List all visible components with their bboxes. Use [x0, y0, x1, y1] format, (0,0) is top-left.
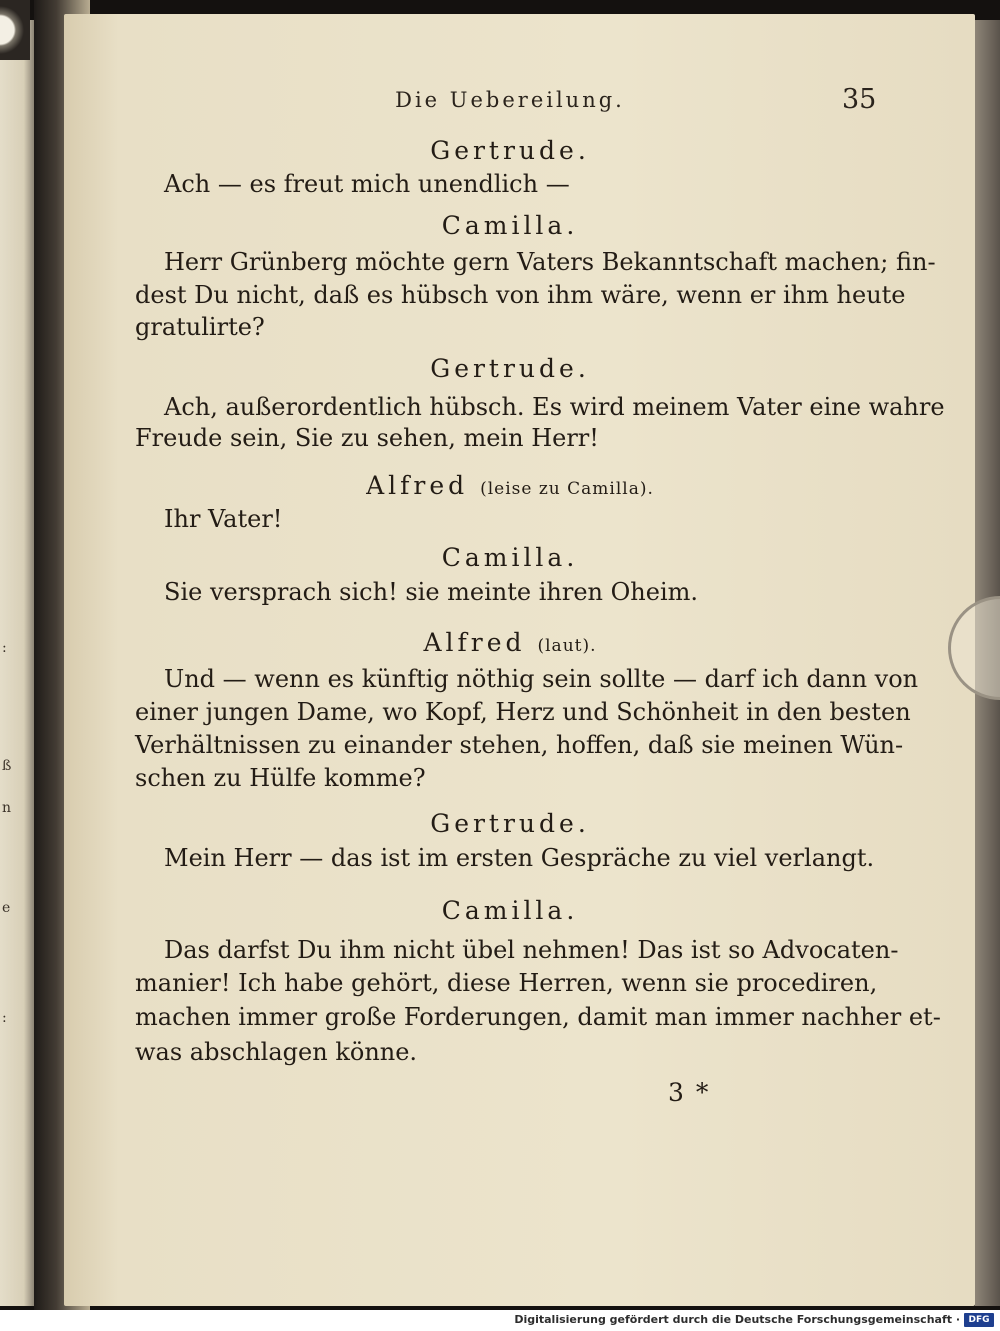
speaker-name: Gertrude. [430, 354, 590, 383]
dialogue-line: Ach — es freut mich unendlich — [164, 170, 570, 198]
dialogue-line: Ach, außerordentlich hübsch. Es wird meinem Vater eine wahre [164, 393, 945, 421]
dialogue-line: schen zu Hülfe komme? [135, 764, 426, 792]
speaker-label: Alfred [423, 628, 526, 657]
dfg-logo: DFG [964, 1313, 994, 1327]
dialogue-line: Ihr Vater! [164, 505, 283, 533]
dialogue-line: Verhältnissen zu einander stehen, hoffen, daß sie meinen Wün- [135, 731, 904, 759]
page-number: 35 [842, 84, 877, 115]
left-page-mark: e [2, 900, 11, 916]
funding-credit: Digitalisierung gefördert durch die Deutsche Forschungsgemeinschaft · [514, 1313, 960, 1326]
speaker-name [0, 628, 1000, 657]
speaker-name [0, 471, 1000, 500]
dialogue-line: einer jungen Dame, wo Kopf, Herz und Schönheit in den besten [135, 698, 911, 726]
dialogue-line: Mein Herr — das ist im ersten Gespräche zu viel verlangt. [164, 844, 875, 872]
speaker-name: Camilla. [441, 543, 579, 572]
speaker-label: Alfred [366, 471, 469, 500]
speaker-name: Gertrude. [430, 809, 590, 838]
dialogue-line: Freude sein, Sie zu sehen, mein Herr! [135, 424, 599, 452]
dialogue-line: Sie versprach sich! sie meinte ihren Oheim. [164, 578, 699, 606]
stage-direction: (laut). [537, 636, 597, 656]
speaker-name: Camilla. [441, 896, 579, 925]
left-page-mark: n [2, 800, 12, 816]
speaker-name: Camilla. [441, 211, 579, 240]
running-title: Die Uebereilung. [395, 88, 625, 112]
dialogue-line: manier! Ich habe gehört, diese Herren, wenn sie procediren, [135, 969, 878, 997]
signature-mark: 3 * [668, 1078, 711, 1107]
dialogue-line: dest Du nicht, daß es hübsch von ihm wäre, wenn er ihm heute [135, 281, 906, 309]
stage-direction: (leise zu Camilla). [480, 479, 654, 499]
dialogue-line: Herr Grünberg möchte gern Vaters Bekanntschaft machen; fin- [164, 248, 936, 276]
dialogue-line: machen immer große Forderungen, damit man immer nachher et- [135, 1003, 941, 1031]
book-page [64, 14, 975, 1306]
left-page-mark: ß [2, 758, 12, 774]
dialogue-line: was abschlagen könne. [135, 1038, 418, 1066]
footer-bar [0, 1310, 1000, 1331]
dialogue-line: Das darfst Du ihm nicht übel nehmen! Das ist so Advocaten- [164, 936, 899, 964]
binding-ring-icon [0, 0, 30, 60]
dialogue-line: Und — wenn es künftig nöthig sein sollte — darf ich dann von [164, 665, 919, 693]
speaker-name: Gertrude. [430, 136, 590, 165]
left-page-mark: : [2, 1010, 7, 1026]
dialogue-line: gratulirte? [135, 313, 265, 341]
left-page-mark: : [2, 640, 7, 656]
